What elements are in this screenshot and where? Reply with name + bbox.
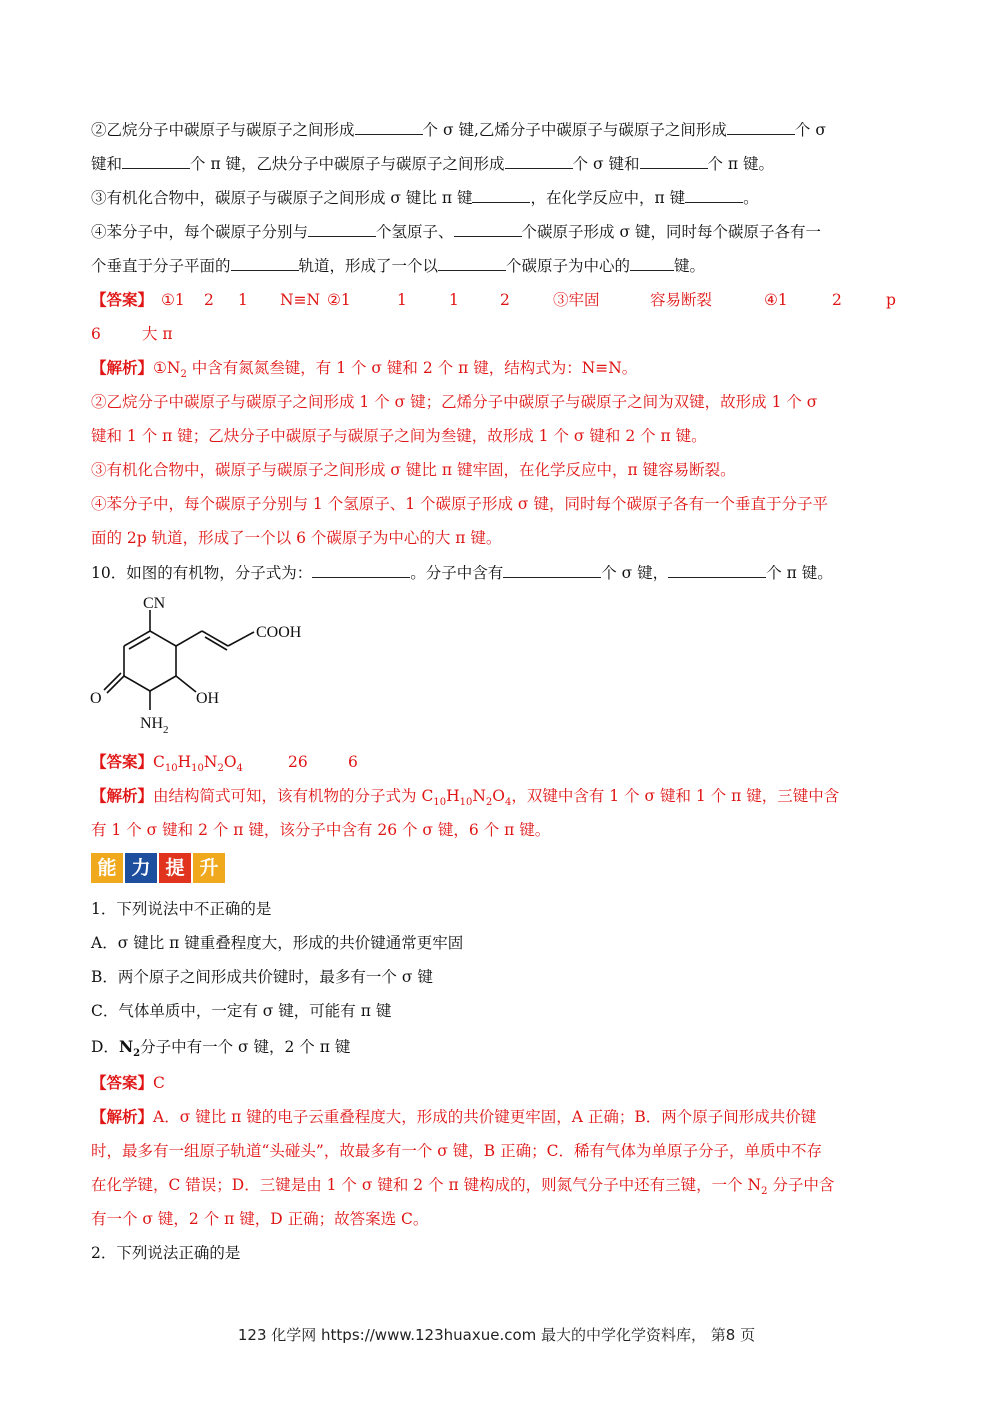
- q10-answer-line: [91, 752, 358, 779]
- answer-tag: 【答案】: [91, 290, 154, 309]
- amine-subscript: 2: [163, 724, 169, 736]
- text: 个碳原子为中心的: [506, 257, 631, 275]
- answer-item: ③牢固: [553, 291, 600, 309]
- analysis-tag: 【解析】: [91, 358, 154, 377]
- answer-blank: [640, 154, 708, 169]
- answer-blank: [438, 256, 506, 271]
- text: ④苯分子中，每个碳原子分别与: [91, 223, 309, 241]
- subscript: 2: [761, 1186, 768, 1198]
- answer-blank: [630, 256, 674, 271]
- text: 分子中有一个 σ 键，2 个 π 键: [140, 1038, 351, 1056]
- text: D．: [91, 1038, 119, 1056]
- banner-char: 能: [91, 853, 123, 883]
- subscript: 10: [191, 763, 204, 775]
- ability-banner: [91, 853, 225, 883]
- answer-blank: [668, 563, 766, 578]
- text: 在化学键，C 错误；D．三键是由 1 个 σ 键和 2 个 π 键构成的，则氮气分子中还有三键，一个 N: [91, 1176, 762, 1194]
- text: 个 π 键。: [707, 155, 775, 173]
- text: ①N: [153, 359, 181, 377]
- text: 个 π 键，乙炔分子中碳原子与碳原子之间形成: [190, 155, 505, 173]
- molecule-bonds: [104, 610, 254, 710]
- subscript: 10: [459, 797, 473, 809]
- amine-label: NH: [140, 715, 164, 732]
- answer-blank: [454, 222, 522, 237]
- answer-blank: [312, 563, 410, 578]
- molecule-structure-diagram: [88, 588, 328, 748]
- q9-analysis-line-2: ②乙烷分子中碳原子与碳原子之间形成 1 个 σ 键；乙烯分子中碳原子与碳原子之间为双键，故形成 1 个 σ: [91, 393, 818, 411]
- q10-stem: [91, 563, 833, 583]
- text: 。: [743, 189, 759, 207]
- text: ②乙烷分子中碳原子与碳原子之间形成: [91, 121, 355, 139]
- p1-analysis-line-3: [91, 1175, 834, 1202]
- text: 个 σ 键,乙烯分子中碳原子与碳原子之间形成: [422, 121, 727, 139]
- text: 。分子中含有: [410, 564, 504, 582]
- formula-part: O: [492, 787, 505, 805]
- q9-analysis-line-1: [91, 358, 637, 385]
- text: 键和: [91, 155, 123, 173]
- answer-blank: [472, 188, 530, 203]
- answer-item: 6: [348, 753, 358, 771]
- text: 个 σ 键和: [572, 155, 640, 173]
- q9-answer-line-2: [91, 324, 173, 344]
- formula-part: H: [177, 753, 192, 771]
- answer-item: 2: [500, 291, 510, 309]
- answer-tag: 【答案】: [91, 1073, 154, 1092]
- p2-stem: 2．下列说法正确的是: [91, 1244, 241, 1262]
- text: 个 π 键。: [766, 564, 833, 582]
- answer-blank: [503, 563, 601, 578]
- q9-analysis-line-3: 键和 1 个 π 键；乙炔分子中碳原子与碳原子之间为叁键，故形成 1 个 σ 键和 2 个 π 键。: [91, 427, 707, 445]
- answer-blank: [685, 188, 743, 203]
- q9-line-3: [91, 188, 759, 208]
- cn-label: CN: [143, 595, 166, 612]
- answer-blank: [355, 120, 423, 135]
- oxygen-label: O: [90, 690, 102, 707]
- text: 10．如图的有机物，分子式为：: [91, 564, 313, 582]
- answer-blank: [122, 154, 190, 169]
- page-footer: 123 化学网 https://www.123huaxue.com 最大的中学化学资料库， 第8 页: [237, 1326, 756, 1344]
- answer-item: 26: [288, 753, 308, 771]
- p1-answer: [91, 1073, 165, 1093]
- subscript: 2: [217, 763, 224, 775]
- q9-line-5: [91, 256, 705, 276]
- q9-answer-line-1: [91, 290, 896, 310]
- text: 个 σ 键，: [601, 564, 669, 582]
- cooh-label: COOH: [256, 624, 302, 641]
- formula-part: N: [203, 753, 218, 771]
- text: A．σ 键比 π 键的电子云重叠程度大，形成的共价键更牢固，A 正确；B．两个原子间形成共价键: [153, 1108, 817, 1126]
- subscript: 2: [133, 1048, 141, 1060]
- subscript: 2: [180, 369, 187, 381]
- answer-item: 1: [238, 291, 248, 309]
- banner-char: 升: [193, 853, 225, 883]
- text: 个 σ: [794, 121, 826, 139]
- p1-option-b: B．两个原子之间形成共价键时，最多有一个 σ 键: [91, 968, 433, 986]
- answer-item: N≡N: [280, 291, 321, 309]
- text: ③有机化合物中，碳原子与碳原子之间形成 σ 键比 π 键: [91, 189, 473, 207]
- q9-line-4: [91, 222, 821, 242]
- answer-item: p: [886, 291, 896, 309]
- q10-analysis-line-1: [91, 786, 839, 813]
- subscript: 10: [433, 797, 447, 809]
- text: 个碳原子形成 σ 键，同时每个碳原子各有一: [521, 223, 821, 241]
- answer-item: 1: [449, 291, 459, 309]
- answer-item: 2: [832, 291, 842, 309]
- p1-analysis-line-2: 时，最多有一组原子轨道“头碰头”，故最多有一个 σ 键，B 正确；C．稀有气体为单原子分子，单质中不存: [91, 1142, 822, 1160]
- subscript: 10: [164, 763, 178, 775]
- text: 个垂直于分子平面的: [91, 257, 231, 275]
- subscript: 4: [504, 797, 512, 809]
- answer-item: ①1: [161, 291, 185, 309]
- text: 键。: [674, 257, 706, 275]
- answer-item: 1: [397, 291, 407, 309]
- analysis-tag: 【解析】: [91, 1107, 154, 1126]
- p1-option-c: C．气体单质中，一定有 σ 键，可能有 π 键: [91, 1002, 392, 1020]
- q9-line-1: [91, 120, 826, 140]
- q9-analysis-line-4: ③有机化合物中，碳原子与碳原子之间形成 σ 键比 π 键牢固，在化学反应中，π 键容易断裂。: [91, 461, 736, 479]
- q10-analysis-line-2: 有 1 个 σ 键和 2 个 π 键，该分子中含有 26 个 σ 键，6 个 π 键。: [91, 821, 551, 839]
- answer-blank: [727, 120, 795, 135]
- answer-item: ④1: [764, 291, 788, 309]
- p1-option-d: [91, 1037, 350, 1064]
- formula-part: N: [472, 787, 486, 805]
- text: ，双键中含有 1 个 σ 键和 1 个 π 键，三键中含: [511, 787, 840, 805]
- banner-char: 提: [159, 853, 191, 883]
- p1-analysis-line-4: 有一个 σ 键，2 个 π 键，D 正确；故答案选 C。: [91, 1210, 429, 1228]
- text: 个氢原子、: [376, 223, 454, 241]
- p1-option-a: A．σ 键比 π 键重叠程度大，形成的共价键通常更牢固: [91, 934, 464, 952]
- answer-tag: 【答案】: [91, 752, 154, 771]
- formula-part: C: [421, 787, 434, 805]
- answer-item: 大 π: [142, 325, 173, 343]
- analysis-tag: 【解析】: [91, 786, 154, 805]
- text: 由结构简式可知，该有机物的分子式为: [153, 787, 422, 805]
- q9-line-2: [91, 154, 774, 174]
- p1-analysis-line-1: [91, 1107, 816, 1127]
- answer-item: ②1: [327, 291, 351, 309]
- text: 轨道，形成了一个以: [298, 257, 439, 275]
- q9-analysis-line-5: ④苯分子中，每个碳原子分别与 1 个氢原子、1 个碳原子形成 σ 键，同时每个碳原子各有一个垂直于分子平: [91, 495, 828, 513]
- answer-blank: [505, 154, 573, 169]
- text: ，在化学反应中，π 键: [530, 189, 686, 207]
- formula-part: H: [446, 787, 460, 805]
- answer-blank: [231, 256, 299, 271]
- p1-stem: 1．下列说法中不正确的是: [91, 900, 272, 918]
- banner-char: 力: [125, 853, 157, 883]
- hydroxyl-label: OH: [196, 690, 220, 707]
- subscript: 4: [236, 763, 243, 775]
- text: 分子中含: [767, 1176, 835, 1194]
- answer-item: 2: [204, 291, 214, 309]
- answer-item: 6: [91, 325, 101, 343]
- answer-value: C: [153, 1074, 165, 1092]
- text: N: [118, 1037, 134, 1056]
- subscript: 2: [485, 797, 493, 809]
- answer-blank: [308, 222, 376, 237]
- formula-part: C: [153, 753, 165, 771]
- text: 中含有氮氮叁键，有 1 个 σ 键和 2 个 π 键，结构式为：N≡N。: [186, 359, 638, 377]
- answer-item: 容易断裂: [650, 291, 713, 309]
- q9-analysis-line-6: 面的 2p 轨道，形成了一个以 6 个碳原子为中心的大 π 键。: [91, 529, 502, 547]
- formula-part: O: [223, 753, 237, 771]
